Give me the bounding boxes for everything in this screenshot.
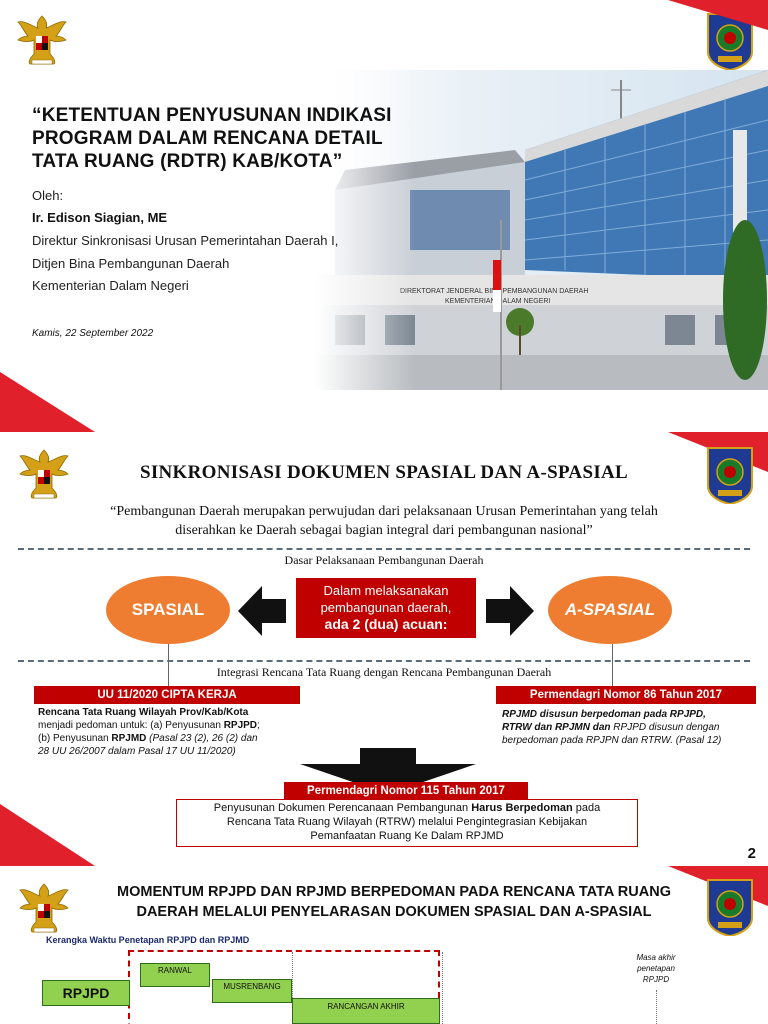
right-arrow-icon	[486, 586, 534, 636]
uu-cipta-kerja-text: Rencana Tata Ruang Wilayah Prov/Kab/Kota menjadi pedoman untuk: (a) Penyusunan RPJPD; (b) Penyusunan RPJMD (Pasal 23 (2), 26 (2) dan 28 UU 26/2007 dalam Pasal 17 UU 11/2020)	[38, 707, 260, 757]
presenter-role-line-1: Direktur Sinkronisasi Urusan Pemerintahan Daerah I,	[32, 233, 339, 248]
quote	[40, 502, 728, 540]
red-corner-bottom-left	[0, 372, 95, 432]
right-text-2: RTRW dan RPJMN dan	[502, 722, 611, 733]
center-red-box	[296, 578, 476, 638]
bottom-text-1b: Harus Berpedoman	[471, 802, 573, 814]
garuda-emblem-icon	[14, 10, 70, 68]
dasar-label: Dasar Pelaksanaan Pembangunan Daerah	[284, 553, 484, 567]
musrenbang-box: MUSRENBANG	[212, 979, 292, 1003]
center-line-2: pembangunan daerah,	[320, 600, 452, 615]
permendagri-86-header: Permendagri Nomor 86 Tahun 2017	[496, 686, 756, 704]
title-slide	[0, 0, 768, 432]
timeline-divider	[442, 952, 443, 1024]
momentum-slide	[0, 866, 768, 1024]
permendagri-86-text	[502, 708, 754, 747]
presentation-date: Kamis, 22 September 2022	[32, 328, 154, 339]
bottom-text-1a: Penyusunan Dokumen Perencanaan Pembangunan	[213, 802, 472, 814]
by-label: Oleh:	[32, 188, 64, 203]
ranwal-box: RANWAL	[140, 963, 210, 987]
title-line-3: TATA RUANG (RDTR) KAB/KOTA”	[32, 151, 343, 172]
bottom-text-3: Pemanfaatan Ruang Ke Dalam RPJMD	[310, 830, 504, 842]
left-text-3: (b) Penyusunan	[38, 733, 112, 744]
title-line-1: “KETENTUAN PENYUSUNAN INDIKASI	[32, 105, 392, 126]
connector-line	[168, 644, 169, 686]
presentation-title	[32, 104, 452, 173]
left-text-2b: RPJPD	[223, 720, 258, 731]
left-text-2: menjadi pedoman untuk: (a) Penyusunan	[38, 720, 224, 731]
right-text-1: RPJMD disusun berpedoman pada RPJPD,	[502, 709, 706, 720]
center-line-3: ada 2 (dua) acuan:	[324, 616, 448, 632]
uu-cipta-kerja-header: UU 11/2020 CIPTA KERJA	[34, 686, 300, 704]
slide-title	[60, 882, 728, 922]
left-arrow-icon	[238, 586, 286, 636]
masa-akhir-note	[624, 952, 688, 985]
spasial-oval: SPASIAL	[106, 576, 230, 644]
left-text-4: 28 UU 26/2007 dalam Pasal 17 UU 11/2020)	[38, 746, 236, 757]
red-corner-bottom-left	[0, 804, 95, 866]
center-line-1: Dalam melaksanakan	[323, 583, 449, 598]
title-line-1: MOMENTUM RPJPD DAN RPJMD BERPEDOMAN PADA RENCANA TATA RUANG	[117, 884, 671, 900]
timeline-divider	[656, 990, 657, 1024]
bottom-text-1c: pada	[572, 802, 601, 814]
title-line-2: PROGRAM DALAM RENCANA DETAIL	[32, 128, 383, 149]
permendagri-115-header: Permendagri Nomor 115 Tahun 2017	[284, 782, 528, 800]
quote-line-2: diserahkan ke Daerah sebagai bagian integral dari pembangunan nasional”	[175, 523, 593, 538]
title-line-2: DAERAH MELALUI PENYELARASAN DOKUMEN SPASIAL DAN A-SPASIAL	[136, 904, 652, 920]
quote-line-1: “Pembangunan Daerah merupakan perwujudan dari pelaksanaan Urusan Pemerintahan yang telah	[110, 504, 658, 519]
timeline-subtitle: Kerangka Waktu Penetapan RPJPD dan RPJMD	[46, 935, 250, 945]
slide-title: SINKRONISASI DOKUMEN SPASIAL DAN A-SPASIAL	[139, 462, 629, 483]
sync-slide	[0, 432, 768, 866]
red-corner-top-right	[668, 0, 768, 30]
integrasi-label: Integrasi Rencana Tata Ruang dengan Rencana Pembangunan Daerah	[216, 665, 552, 679]
bottom-text-2: Rencana Tata Ruang Wilayah (RTRW) melalui Pengintegrasian Kebijakan	[226, 816, 588, 828]
left-text-3b: RPJMD	[111, 733, 147, 744]
dashed-divider	[18, 660, 750, 662]
page-number: 2	[747, 845, 756, 862]
dashed-divider	[18, 548, 750, 550]
rpjpd-box: RPJPD	[42, 980, 130, 1006]
aspasial-oval: A-SPASIAL	[548, 576, 672, 644]
permendagri-115-text	[176, 801, 638, 843]
masa-line-1: Masa akhir	[636, 953, 676, 962]
presenter-role-line-2: Ditjen Bina Pembangunan Daerah	[32, 256, 230, 271]
presenter-name: Ir. Edison Siagian, ME	[32, 210, 168, 225]
connector-line	[612, 644, 613, 686]
right-text-3: berpedoman pada RPJPN dan RTRW. (Pasal 12)	[502, 735, 722, 746]
left-text-3c: (Pasal 23 (2), 26 (2) dan	[146, 733, 258, 744]
right-text-2b: RPJPD disusun dengan	[610, 722, 720, 733]
masa-line-3: RPJPD	[642, 975, 670, 984]
left-text-1: Rencana Tata Ruang Wilayah Prov/Kab/Kota	[38, 707, 249, 718]
rancangan-akhir-box: RANCANGAN AKHIR	[292, 998, 440, 1024]
masa-line-2: penetapan	[637, 964, 675, 973]
presenter-role-line-3: Kementerian Dalam Negeri	[32, 278, 189, 293]
